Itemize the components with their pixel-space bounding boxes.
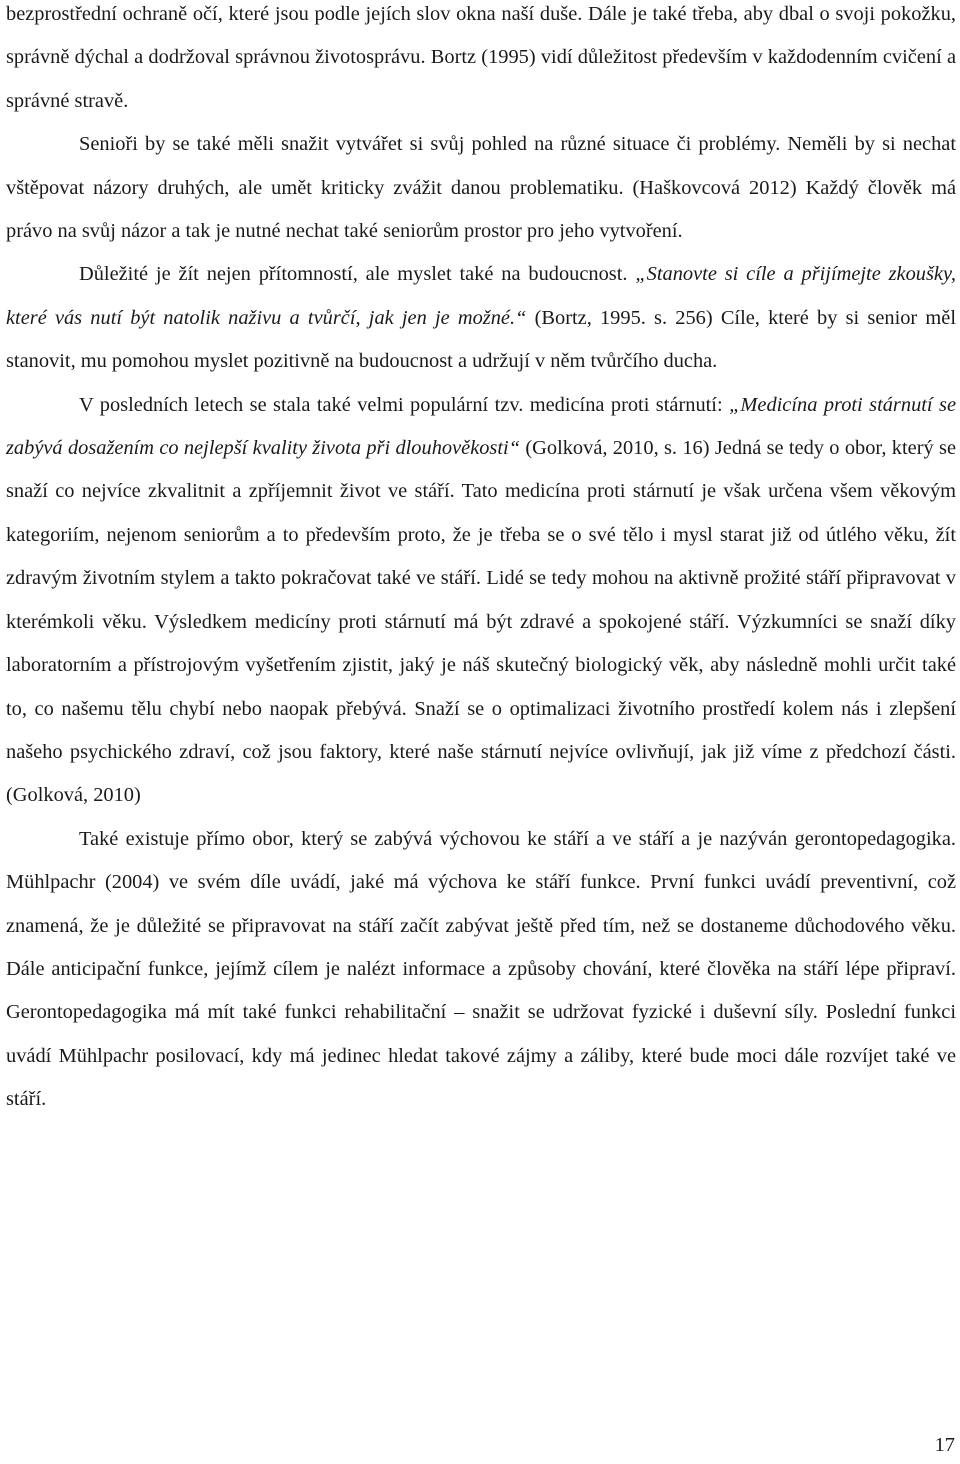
paragraph-3-text-after: (Bortz, 1995. s. 256) Cíle, které by si senior měl stanovit, mu pomohou myslet pozitivně na budoucnost a udržují v něm tvůrčího ducha. — [6, 306, 956, 373]
paragraph-2 — [6, 123, 956, 253]
page-number: 17 — [934, 1434, 955, 1456]
paragraph-4-quote: „Medicína proti stárnutí se zabývá dosažením co nejlepší kvality života při dlouhověkosti“ — [6, 393, 956, 460]
paragraph-5-text: Také existuje přímo obor, který se zabývá výchovou ke stáří a ve stáří a je nazýván gerontopedagogika. Mühlpachr (2004) ve svém díle uvádí, jaké má výchova ke stáří funkce. První funkci uvádí preventivní, což znamená, že je důležité se připravovat na stáří začít zabývat ještě před tím, než se dostaneme důchodového věku. Dále anticipační funkce, jejímž cílem je nalézt informace a způsoby chování, které člověka na stáří lépe připraví. Gerontopedagogika má mít také funkci rehabilitační – snažit se udržovat fyzické i duševní síly. Poslední funkci uvádí Mühlpachr posilovací, kdy má jedinec hledat takové zájmy a záliby, které bude moci dále rozvíjet také ve stáří. — [6, 827, 956, 1111]
paragraph-1-text: bezprostřední ochraně očí, které jsou podle jejích slov okna naší duše. Dále je také třeba, aby dbal o svoji pokožku, správně dýchal a dodržoval správnou životosprávu. Bortz (1995) vidí důležitost především v každodenním cvičení a správné stravě. — [6, 3, 956, 112]
paragraph-4 — [6, 384, 956, 818]
paragraph-4-text-after: (Golková, 2010, s. 16) Jedná se tedy o obor, který se snaží co nejvíce zkvalitnit a zpříjemnit život ve stáří. Tato medicína proti stárnutí je však určena všem věkovým kategoriím, nejenom seniorům a to především proto, že je třeba se o své tělo i mysl starat již od útlého věku, žít zdravým životním stylem a takto pokračovat také ve stáří. Lidé se tedy mohou na aktivně prožité stáří připravovat v kterémkoli věku. Výsledkem medicíny proti stárnutí má být zdravé a spokojené stáří. Výzkumníci se snaží díky laboratorním a přístrojovým vyšetřením zjistit, jaký je náš skutečný biologický věk, aby následně mohli určit také to, co našemu tělu chybí nebo naopak přebývá. Snaží se o optimalizaci životního prostředí kolem nás i zlepšení našeho psychického zdraví, což jsou faktory, které naše stárnutí nejvíce ovlivňují, jak již víme z předchozí části. (Golková, 2010) — [6, 437, 956, 807]
paragraph-3-quote: „Stanovte si cíle a přijímejte zkoušky, které vás nutí být natolik naživu a tvůrčí, jak jen je možné.“ — [6, 263, 957, 329]
paragraph-3-text: Důležité je žít nejen přítomností, ale myslet také na budoucnost. — [79, 263, 636, 286]
paragraph-2-text: Senioři by se také měli snažit vytvářet si svůj pohled na různé situace či problémy. Neměli by si nechat vštěpovat názory druhých, ale umět kriticky zvážit danou problematiku. (Haškovcová 2012) Každý člověk má právo na svůj názor a tak je nutné nechat také seniorům prostor pro jeho vytvoření. — [6, 133, 956, 243]
paragraph-4-text: V posledních letech se stala také velmi populární tzv. medicína proti stárnutí: — [79, 393, 730, 416]
paragraph-1 — [6, 0, 956, 123]
body-text — [6, 0, 956, 1122]
paragraph-5 — [6, 818, 956, 1122]
paragraph-3 — [6, 253, 956, 383]
